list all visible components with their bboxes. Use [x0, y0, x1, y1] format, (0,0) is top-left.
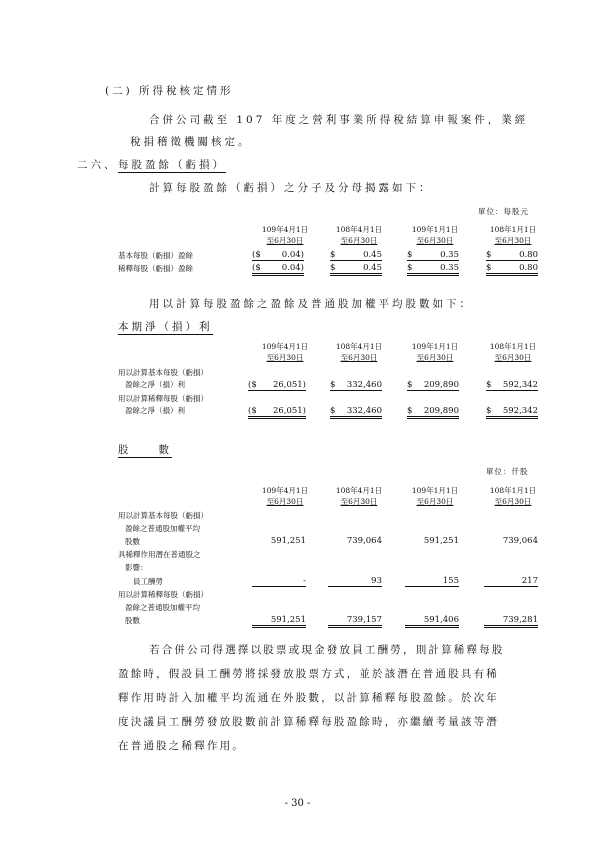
paragraph-line: 合併公司截至 107 年度之營利事業所得稅結算申報案件，業經 — [149, 114, 529, 126]
column-header: 109年4月1日 至6月30日 — [261, 486, 309, 506]
table-cell: ($ 0.04) — [252, 250, 304, 260]
column-header: 108年4月1日 至6月30日 — [335, 342, 383, 362]
column-header: 108年4月1日 至6月30日 — [335, 225, 383, 245]
table-cell: 739,064 — [346, 536, 382, 546]
table-cell: $ 0.35 — [407, 263, 459, 276]
column-header: 109年4月1日 至6月30日 — [261, 225, 309, 245]
column-header: 108年1月1日 至6月30日 — [489, 342, 537, 362]
table-title: 股 數 — [118, 444, 172, 456]
table-cell: $ 209,890 — [407, 380, 459, 390]
table-cell: ($ 0.04) — [252, 263, 304, 276]
subsection-heading: (二) 所得稅核定情形 — [105, 85, 234, 97]
row-label: 用以計算稀釋每股（虧損） — [118, 394, 208, 403]
intro-text: 計算每股盈餘（虧損）之分子及分母揭露如下： — [149, 182, 433, 194]
column-header: 109年1月1日 至6月30日 — [411, 342, 459, 362]
table-cell: 93 — [328, 576, 382, 587]
table-cell: - — [252, 576, 306, 587]
table-cell: $ 0.45 — [330, 263, 382, 276]
row-label: 盈餘之普通股加權平均 — [125, 524, 200, 533]
column-header: 108年4月1日 至6月30日 — [335, 486, 383, 506]
section-number: 二六、 — [77, 159, 118, 171]
table-cell: $ 592,342 — [486, 406, 538, 419]
page-number: - 30 - — [284, 798, 311, 809]
paragraph-line: 釋作用時計入加權平均流通在外股數，以計算稀釋每股盈餘。於次年 — [118, 692, 499, 704]
table-cell: 217 — [484, 576, 538, 587]
unit-label: 單位：仟股 — [486, 467, 529, 476]
column-header: 108年1月1日 至6月30日 — [489, 225, 537, 245]
row-label: 用以計算稀釋每股（虧損） — [118, 590, 208, 599]
paragraph-line: 盈餘時，假設員工酬勞將採發放股票方式，並於該潛在普通股具有稀 — [118, 668, 499, 680]
table-cell: $ 0.35 — [407, 250, 459, 260]
paragraph-line: 若合併公司得選擇以股票或現金發放員工酬勞，則計算稀釋每股 — [149, 644, 505, 656]
table-cell: $ 209,890 — [407, 406, 459, 419]
table-title: 本期淨（損）利 — [118, 321, 213, 333]
row-label: 用以計算基本每股（虧損） — [118, 368, 208, 377]
row-label: 盈餘之普通股加權平均 — [125, 603, 200, 612]
row-label: 用以計算基本每股（虧損） — [118, 511, 208, 520]
table-cell: 591,406 — [405, 615, 459, 628]
paragraph-line: 度決議員工酬勞發放股數前計算稀釋每股盈餘時，亦繼續考量該等潛 — [118, 716, 499, 728]
row-label: 股數 — [125, 616, 140, 625]
table-cell: $ 0.45 — [330, 250, 382, 260]
table-cell: 155 — [405, 576, 459, 587]
paragraph-line: 在普通股之稀釋作用。 — [118, 740, 245, 752]
table-cell: ($ 26,051) — [248, 380, 306, 390]
table-cell: 739,281 — [484, 615, 538, 628]
paragraph-line: 稅捐稽徵機關核定。 — [130, 136, 252, 148]
row-label: 影響： — [125, 563, 148, 572]
intro-text: 用以計算每股盈餘之盈餘及普通股加權平均股數如下： — [149, 298, 473, 310]
table-cell: $ 332,460 — [330, 406, 382, 419]
table-cell: $ 0.80 — [486, 250, 538, 260]
row-label: 盈餘之淨（損）利 — [125, 380, 185, 389]
row-label: 具稀釋作用潛在普通股之 — [118, 550, 201, 559]
row-label: 稀釋每股（虧損）盈餘 — [118, 264, 193, 273]
row-label: 盈餘之淨（損）利 — [125, 406, 185, 415]
column-header: 108年1月1日 至6月30日 — [489, 486, 537, 506]
table-cell: ($ 26,051) — [248, 406, 306, 419]
table-cell: 591,251 — [423, 536, 459, 546]
row-label: 股數 — [125, 537, 140, 546]
table-cell: $ 592,342 — [486, 380, 538, 390]
table-cell: 739,064 — [502, 536, 538, 546]
column-header: 109年1月1日 至6月30日 — [411, 225, 459, 245]
table-cell: 591,251 — [252, 615, 306, 628]
unit-label: 單位：每股元 — [478, 207, 529, 216]
column-header: 109年1月1日 至6月30日 — [411, 486, 459, 506]
column-header: 109年4月1日 至6月30日 — [261, 342, 309, 362]
row-label: 基本每股（虧損）盈餘 — [118, 251, 193, 260]
table-cell: 739,157 — [328, 615, 382, 628]
row-label: 員工酬勞 — [133, 577, 163, 586]
section-title: 每股盈餘（虧損） — [118, 159, 226, 171]
table-cell: 591,251 — [270, 536, 306, 546]
table-cell: $ 332,460 — [330, 380, 382, 390]
table-cell: $ 0.80 — [486, 263, 538, 276]
